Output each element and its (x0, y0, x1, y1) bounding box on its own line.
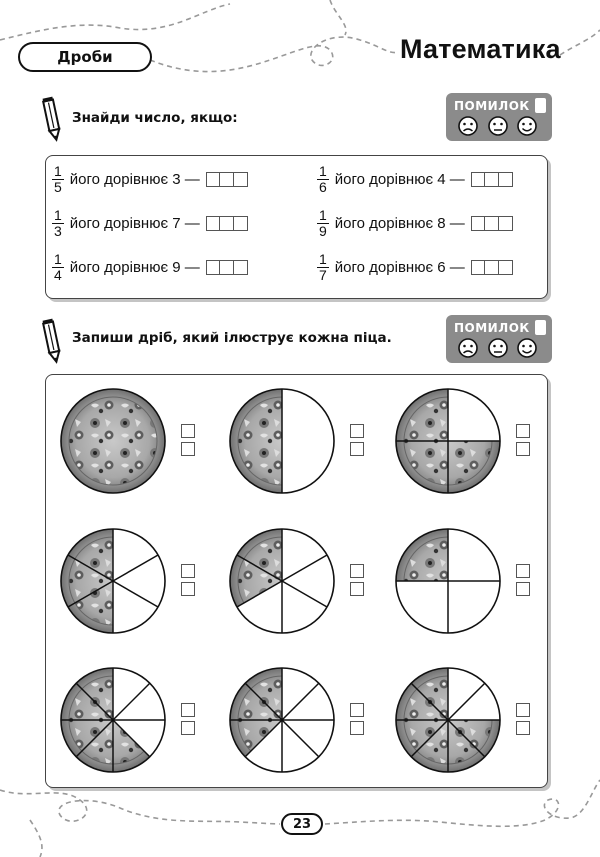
pizza (392, 385, 504, 497)
neutral-face-icon[interactable] (487, 116, 509, 136)
fraction-answer-boxes[interactable] (181, 703, 195, 735)
task1-item (317, 252, 512, 283)
errors-counter (446, 315, 552, 363)
fraction: $\frac{1}{7}$ (319, 251, 327, 283)
pizza (57, 664, 169, 776)
answer-boxes[interactable] (206, 260, 247, 275)
item-text: його дорівнює 6 — (334, 259, 465, 276)
happy-face-icon[interactable] (516, 338, 538, 358)
pizza (57, 525, 169, 637)
task1-item (317, 164, 512, 195)
pizza (57, 385, 169, 497)
fraction: $\frac{1}{9}$ (319, 207, 327, 239)
fraction-answer-boxes[interactable] (350, 424, 364, 456)
subject-title: Математика (400, 34, 561, 64)
topic-label: Дроби (18, 42, 152, 72)
fraction-answer-boxes[interactable] (516, 703, 530, 735)
task1-item (52, 208, 247, 239)
fraction: $\frac{1}{3}$ (54, 207, 62, 239)
pizza (226, 385, 338, 497)
answer-boxes[interactable] (206, 216, 247, 231)
task1-instruction: Знайди число, якщо: (72, 110, 238, 126)
fraction-answer-boxes[interactable] (181, 564, 195, 596)
answer-boxes[interactable] (471, 172, 512, 187)
task1-item (52, 164, 247, 195)
item-text: його дорівнює 3 — (69, 171, 200, 188)
item-text: його дорівнює 4 — (334, 171, 465, 188)
fraction-answer-boxes[interactable] (516, 564, 530, 596)
item-text: його дорівнює 9 — (69, 259, 200, 276)
task1-item (52, 252, 247, 283)
pizza (392, 525, 504, 637)
happy-face-icon[interactable] (516, 116, 538, 136)
pencil-icon (42, 318, 64, 364)
fraction: $\frac{1}{5}$ (54, 163, 62, 195)
item-text: його дорівнює 7 — (69, 215, 200, 232)
sad-face-icon[interactable] (456, 116, 480, 136)
task1-item (317, 208, 512, 239)
fraction-answer-boxes[interactable] (181, 424, 195, 456)
fraction-answer-boxes[interactable] (350, 703, 364, 735)
errors-label: ПОМИЛОК (454, 98, 530, 113)
neutral-face-icon[interactable] (487, 338, 509, 358)
errors-count-box[interactable] (535, 320, 546, 335)
item-text: його дорівнює 8 — (334, 215, 465, 232)
answer-boxes[interactable] (471, 260, 512, 275)
fraction-answer-boxes[interactable] (516, 424, 530, 456)
errors-label: ПОМИЛОК (454, 320, 530, 335)
fraction: $\frac{1}{4}$ (54, 251, 62, 283)
pencil-icon (42, 96, 64, 142)
errors-count-box[interactable] (535, 98, 546, 113)
answer-boxes[interactable] (471, 216, 512, 231)
pizza (226, 525, 338, 637)
sad-face-icon[interactable] (456, 338, 480, 358)
pizza (226, 664, 338, 776)
answer-boxes[interactable] (206, 172, 247, 187)
errors-counter (446, 93, 552, 141)
fraction: $\frac{1}{6}$ (319, 163, 327, 195)
fraction-answer-boxes[interactable] (350, 564, 364, 596)
page-number: 23 (281, 813, 323, 835)
pizza (392, 664, 504, 776)
task2-instruction: Запиши дріб, який ілюструє кожна піца. (72, 330, 392, 346)
